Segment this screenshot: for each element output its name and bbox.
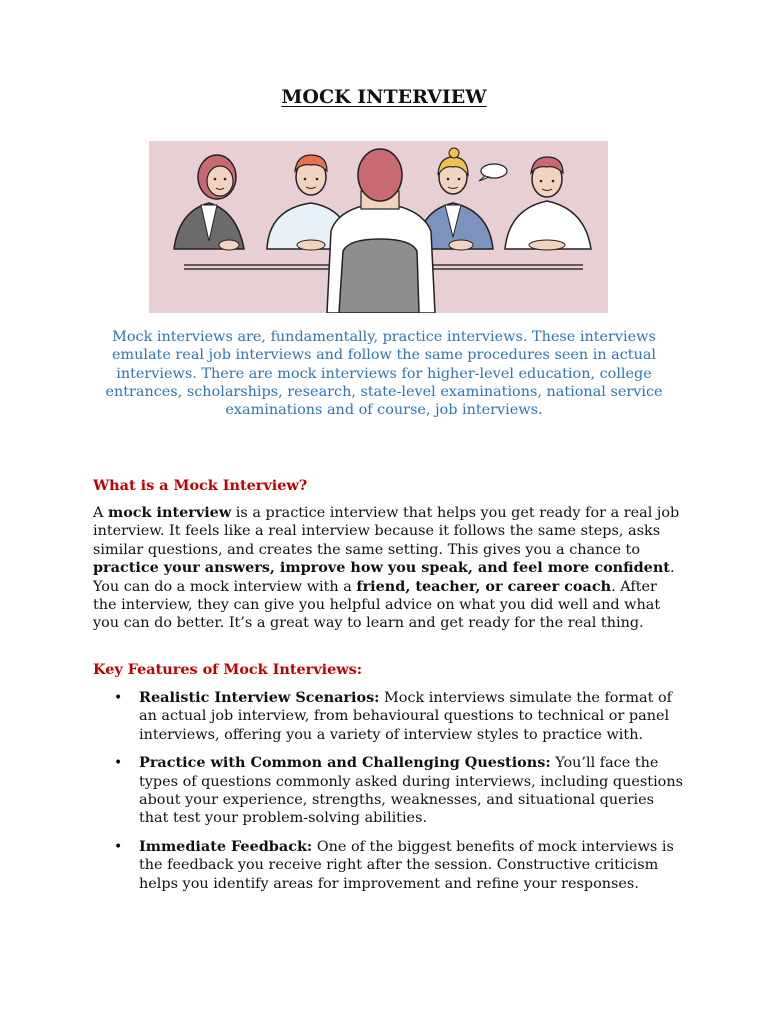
bullet-icon: • [114, 690, 123, 706]
section-heading-key-features: Key Features of Mock Interviews: [93, 661, 363, 678]
intro-paragraph: Mock interviews are, fundamentally, practice interviews. These interviews emulate real job interviews and follow the same procedures seen in actual interviews. There are mock interviews for higher-level education, college entrances, scholarships, research, state-level examinations, national service examinations and of course, job interviews. [105, 329, 663, 419]
para-text: A [93, 505, 108, 521]
page-title: MOCK INTERVIEW [281, 86, 487, 108]
list-item [93, 838, 687, 893]
feature-label: Realistic Interview Scenarios: [139, 689, 380, 706]
feature-text: One of the biggest benefits of mock interviews is the feedback you receive right after the session. Constructive criticism helps you identify areas for improvement and refine your responses. [139, 838, 674, 892]
interview-panel-illustration [149, 141, 608, 313]
feature-label: Practice with Common and Challenging Questions: [139, 754, 551, 772]
para-text: . You can do a mock interview with a [93, 560, 675, 595]
para-bold-friend: friend, teacher, or career coach [356, 577, 612, 595]
list-item [93, 754, 687, 828]
candidate-figure [327, 149, 435, 313]
bullet-icon: • [114, 838, 123, 855]
panelist-1-figure [174, 155, 244, 250]
key-features-list [93, 689, 693, 903]
interview-illustration-svg [149, 141, 608, 313]
feature-text: Mock interviews simulate the format of an actual job interview, from behavioural questions to technical or panel interviews, offering you a variety of interview styles to practice with. [139, 690, 672, 743]
section-heading-what-is: What is a Mock Interview? [93, 477, 308, 494]
para-bold-mock-interview: mock interview [107, 504, 232, 521]
bullet-icon: • [114, 755, 123, 772]
feature-label: Immediate Feedback: [139, 837, 313, 855]
feature-text: You’ll face the types of questions commonly asked during interviews, including questions about your experience, strengths, weaknesses, and situational queries that test your problem-solving abilities. [139, 755, 683, 827]
para-text: . After the interview, they can give you helpful advice on what you did well and what you can do better. It’s a great way to learn and get ready for the real thing. [93, 578, 661, 632]
what-is-paragraph [93, 504, 683, 633]
list-item [93, 689, 687, 744]
para-bold-practice: practice your answers, improve how you speak, and feel more confident [93, 559, 670, 577]
panelist-5-figure [505, 157, 591, 250]
para-text: is a practice interview that helps you get ready for a real job interview. It feels like a real interview because it follows the same steps, asks similar questions, and creates the same setting. This gives you a chance to [93, 505, 680, 558]
